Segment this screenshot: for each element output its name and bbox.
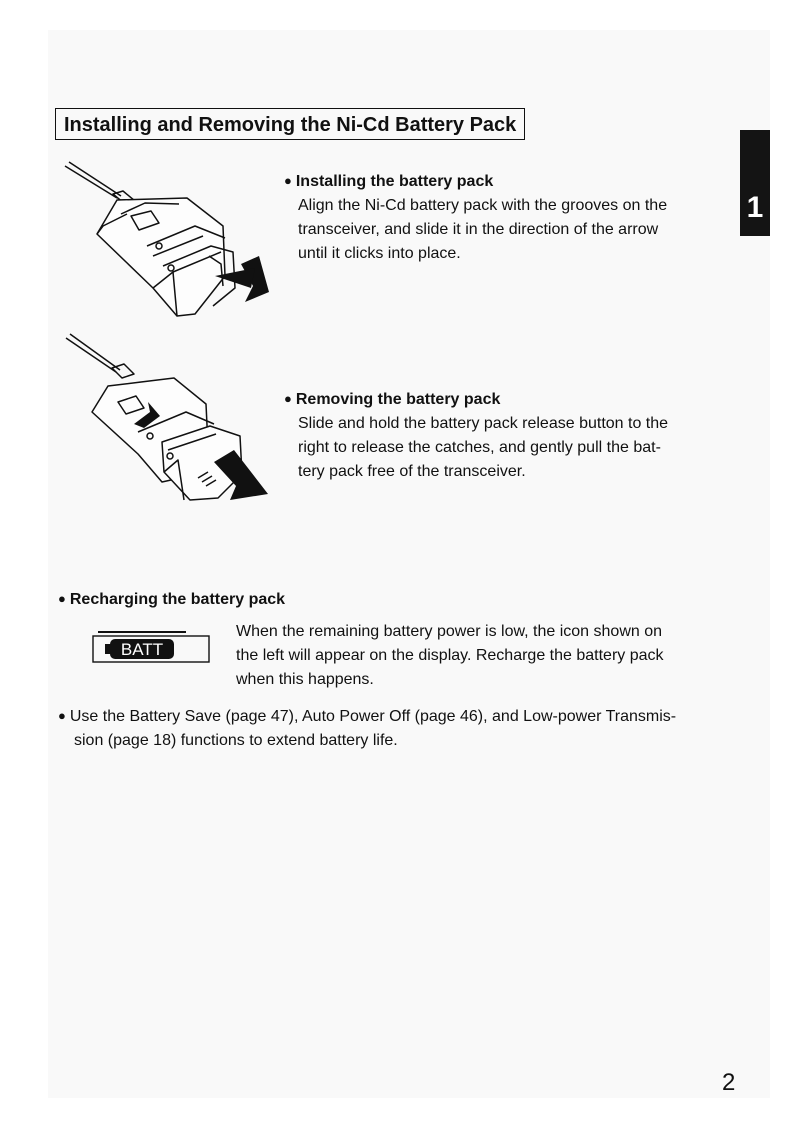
bullet-icon: ● <box>284 173 292 188</box>
install-battery-illustration <box>55 156 275 326</box>
remove-battery-illustration <box>58 332 278 514</box>
tip-line: sion (page 18) functions to extend battery life. <box>74 732 398 749</box>
bullet-icon: ● <box>58 708 66 723</box>
chapter-number: 1 <box>746 191 764 224</box>
tip-line: ● Use the Battery Save (page 47), Auto Power Off (page 46), and Low-power Transmis- <box>58 708 677 725</box>
chapter-tab <box>740 130 770 236</box>
removing-heading: ● Removing the battery pack <box>284 391 501 408</box>
installing-instructions <box>284 169 667 266</box>
recharging-body <box>236 620 664 692</box>
recharging-line: the left will appear on the display. Recharge the battery pack <box>236 647 664 664</box>
batt-display-icon <box>92 630 212 663</box>
bullet-icon: ● <box>284 391 292 406</box>
recharging-line: When the remaining battery power is low, the icon shown on <box>236 623 663 640</box>
removing-body <box>284 412 668 484</box>
installing-line: transceiver, and slide it in the direction of the arrow <box>298 221 659 238</box>
removing-line: right to release the catches, and gently pull the bat- <box>298 439 661 456</box>
batt-icon-label: BATT <box>120 640 164 659</box>
removing-line: Slide and hold the battery pack release button to the <box>298 415 669 432</box>
installing-line: Align the Ni-Cd battery pack with the grooves on the <box>298 197 668 214</box>
installing-body <box>284 194 667 266</box>
removing-instructions <box>284 387 668 484</box>
removing-line: tery pack free of the transceiver. <box>298 463 526 480</box>
installing-heading: ● Installing the battery pack <box>284 173 494 190</box>
section-title: Installing and Removing the Ni-Cd Battery Pack <box>55 108 525 140</box>
bullet-icon: ● <box>58 591 66 606</box>
battery-life-tip <box>58 704 676 753</box>
installing-line: until it clicks into place. <box>298 245 461 262</box>
recharging-heading: ● Recharging the battery pack <box>58 591 286 608</box>
recharging-line: when this happens. <box>236 671 374 688</box>
page-number: 2 <box>722 1069 736 1096</box>
